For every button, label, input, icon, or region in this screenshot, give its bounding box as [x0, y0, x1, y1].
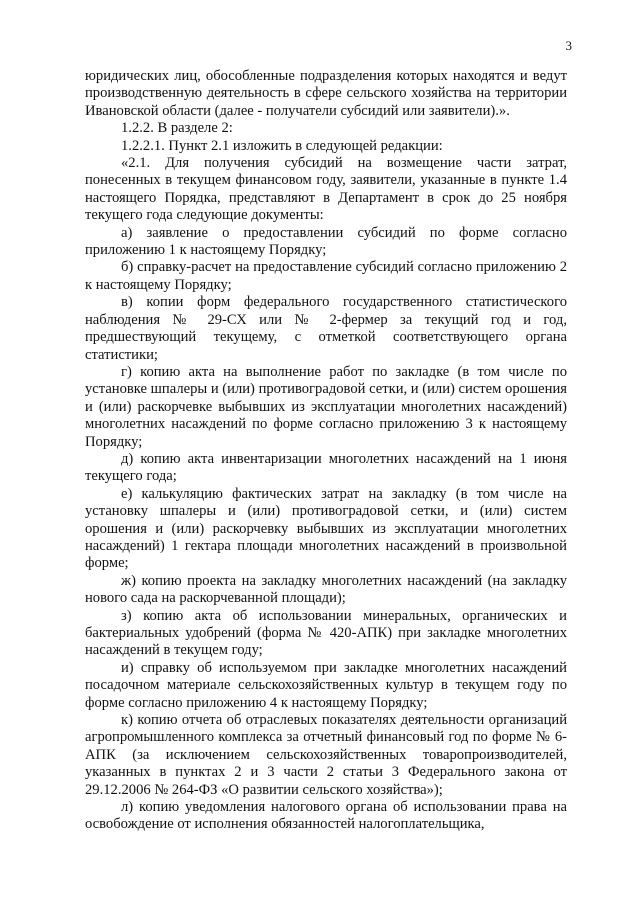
paragraph: «2.1. Для получения субсидий на возмещение части затрат, понесенных в текущем финансовом году, заявители, указанные в пункте 1.4 настоящего Порядка, представляют в Департамент в срок до 25 ноября текущего года следующие документы:	[85, 155, 567, 224]
list-item: з) копию акта об использовании минеральных, органических и бактериальных удобрений (форма № 420-АПК) при закладке многолетних насаждений в текущем году;	[85, 607, 567, 659]
paragraph: 1.2.2. В разделе 2:	[121, 120, 233, 137]
document-body	[85, 68, 567, 834]
list-item: б) справку-расчет на предоставление субсидий согласно приложению 2 к настоящему Порядку;	[85, 259, 567, 293]
list-item: л) копию уведомления налогового органа об использовании права на освобождение от исполнения обязанностей налогоплательщика,	[85, 799, 567, 833]
list-item: в) копии форм федерального государственного статистического наблюдения № 29-СХ или № 2-фермер за текущий год и год, предшествующий текущему, с отметкой соответствующего органа статистики;	[85, 294, 567, 363]
paragraph: юридических лиц, обособленные подразделения которых находятся и ведут производственную деятельность в сфере сельского хозяйства на территории Ивановской области (далее - получатели субсидий или заявители).».	[85, 68, 567, 119]
list-item: г) копию акта на выполнение работ по закладке (в том числе по установке шпалеры и (или) противоградовой сетки, и (или) систем орошения и (или) раскорчевке выбывших из эксплуатации многолетних насаждений) многолетних насаждений по форме согласно приложению 3 к настоящему Порядку;	[85, 363, 567, 450]
page-number: 3	[565, 38, 572, 53]
list-item: д) копию акта инвентаризации многолетних насаждений на 1 июня текущего года;	[85, 450, 567, 485]
list-item: е) калькуляцию фактических затрат на закладку (в том числе на установку шпалеры и (или) противоградовой сетки, и (или) систем орошения и (или) раскорчевку выбывших из эксплуатации многолетних насаждений) 1 гектара площади многолетних насаждений в произвольной форме;	[85, 485, 567, 572]
list-item: ж) копию проекта на закладку многолетних насаждений (на закладку нового сада на раскорчеванной площади);	[85, 572, 567, 607]
list-item: и) справку об используемом при закладке многолетних насаждений посадочном материале сельскохозяйственных культур в текущем году по форме согласно приложению 4 к настоящему Порядку;	[85, 659, 567, 711]
list-item: а) заявление о предоставлении субсидий по форме согласно приложению 1 к настоящему Порядку;	[85, 224, 567, 259]
paragraph: 1.2.2.1. Пункт 2.1 изложить в следующей редакции:	[121, 137, 443, 154]
list-item: к) копию отчета об отраслевых показателях деятельности организаций агропромышленного комплекса за отчетный финансовый год по форме № 6-АПК (за исключением сельскохозяйственных товаропроизводителей, указанных в пунктах 2 и 3 части 2 статьи 3 Федерального закона от 29.12.2006 № 264-ФЗ «О развитии сельского хозяйства»);	[85, 712, 567, 798]
